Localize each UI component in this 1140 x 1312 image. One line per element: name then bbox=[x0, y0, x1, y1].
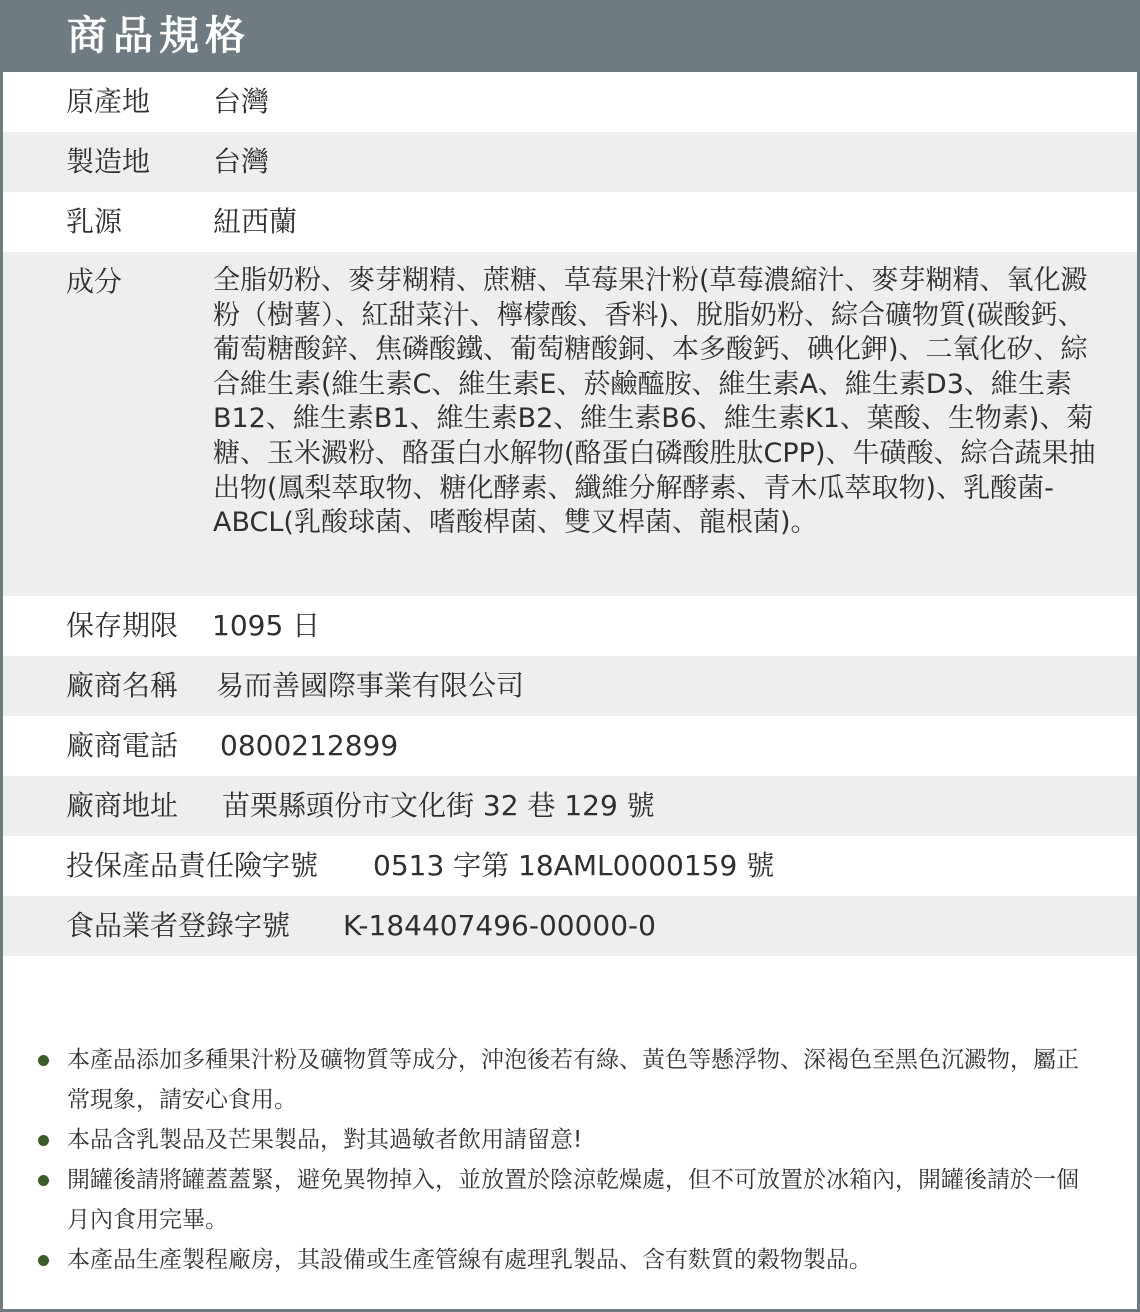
note-item bbox=[3, 1160, 1097, 1240]
spec-header bbox=[3, 0, 1137, 72]
spec-value: 0800212899 bbox=[220, 729, 399, 762]
note-text: 本品含乳製品及芒果製品，對其過敏者飲用請留意! bbox=[67, 1127, 583, 1153]
spec-row-insurance bbox=[3, 836, 1137, 896]
bullet-icon bbox=[38, 1055, 49, 1066]
spec-title: 商品規格 bbox=[67, 13, 251, 59]
spec-label: 投保產品責任險字號 bbox=[66, 849, 319, 882]
spec-row-shelf-life bbox=[3, 596, 1137, 656]
spec-value: 1095 日 bbox=[212, 609, 321, 642]
bullet-icon bbox=[38, 1175, 49, 1186]
spec-label: 製造地 bbox=[66, 145, 151, 178]
spec-label: 食品業者登錄字號 bbox=[66, 909, 291, 942]
spec-value: K-184407496-00000-0 bbox=[343, 909, 656, 942]
spec-value: 台灣 bbox=[213, 85, 270, 118]
note-text: 開罐後請將罐蓋蓋緊，避免異物掉入，並放置於陰涼乾燥處，但不可放置於冰箱內，開罐後請於一個月內食用完畢。 bbox=[67, 1167, 1079, 1233]
spec-row-registration bbox=[3, 896, 1137, 956]
spec-value: 苗栗縣頭份市文化街 32 巷 129 號 bbox=[222, 789, 655, 822]
spec-label: 保存期限 bbox=[66, 609, 179, 642]
spec-label: 廠商地址 bbox=[66, 789, 179, 822]
spec-value: 紐西蘭 bbox=[213, 205, 298, 238]
bullet-icon bbox=[38, 1135, 49, 1146]
spec-label: 廠商名稱 bbox=[66, 669, 179, 702]
spec-row-ingredients bbox=[3, 252, 1137, 596]
note-text: 本產品添加多種果汁粉及礦物質等成分，沖泡後若有綠、黃色等懸浮物、深褐色至黑色沉澱物，屬正常現象，請安心食用。 bbox=[67, 1047, 1079, 1113]
note-item bbox=[3, 1240, 1097, 1280]
spec-value: 易而善國際事業有限公司 bbox=[216, 669, 525, 702]
product-spec-panel bbox=[3, 0, 1137, 1309]
spec-label: 成分 bbox=[66, 265, 123, 298]
notes-list bbox=[3, 1040, 1137, 1280]
spec-row-phone bbox=[3, 716, 1137, 776]
spec-row-milk-source bbox=[3, 192, 1137, 252]
note-item bbox=[3, 1120, 1097, 1160]
spec-value: 台灣 bbox=[213, 145, 270, 178]
note-text: 本產品生產製程廠房，其設備或生產管線有處理乳製品、含有麩質的穀物製品。 bbox=[67, 1247, 872, 1273]
spec-table bbox=[3, 72, 1137, 956]
spec-label: 原產地 bbox=[66, 85, 151, 118]
note-item bbox=[3, 1040, 1097, 1120]
bullet-icon bbox=[38, 1255, 49, 1266]
spec-row-company bbox=[3, 656, 1137, 716]
spec-row-origin bbox=[3, 72, 1137, 132]
spec-label: 乳源 bbox=[66, 205, 123, 238]
ingredients-text: 全脂奶粉、麥芽糊精、蔗糖、草莓果汁粉(草莓濃縮汁、麥芽糊精、氧化澱粉（樹薯）、紅甜菜汁、檸檬酸、香料)、脫脂奶粉、綜合礦物質(碳酸鈣、葡萄糖酸鋅、焦磷酸鐵、葡萄糖酸銅、本多酸鈣、碘化鉀)、二氧化矽、綜合維生素(維生素C、維生素E、菸鹼醯胺、維生素A、維生素D3、維生素B12、維生素B1、維生素B2、維生素B6、維生素K1、葉酸、生物素)、菊糖、玉米澱粉、酪蛋白水解物(酪蛋白磷酸胜肽CPP)、牛磺酸、綜合蔬果抽出物(鳳梨萃取物、糖化酵素、纖維分解酵素、青木瓜萃取物)、乳酸菌-ABCL(乳酸球菌、嗜酸桿菌、雙叉桿菌、龍根菌)。 bbox=[213, 265, 1096, 539]
spec-row-address bbox=[3, 776, 1137, 836]
spec-row-manufacture bbox=[3, 132, 1137, 192]
spec-value: 0513 字第 18AML0000159 號 bbox=[373, 849, 775, 882]
spec-label: 廠商電話 bbox=[66, 729, 179, 762]
